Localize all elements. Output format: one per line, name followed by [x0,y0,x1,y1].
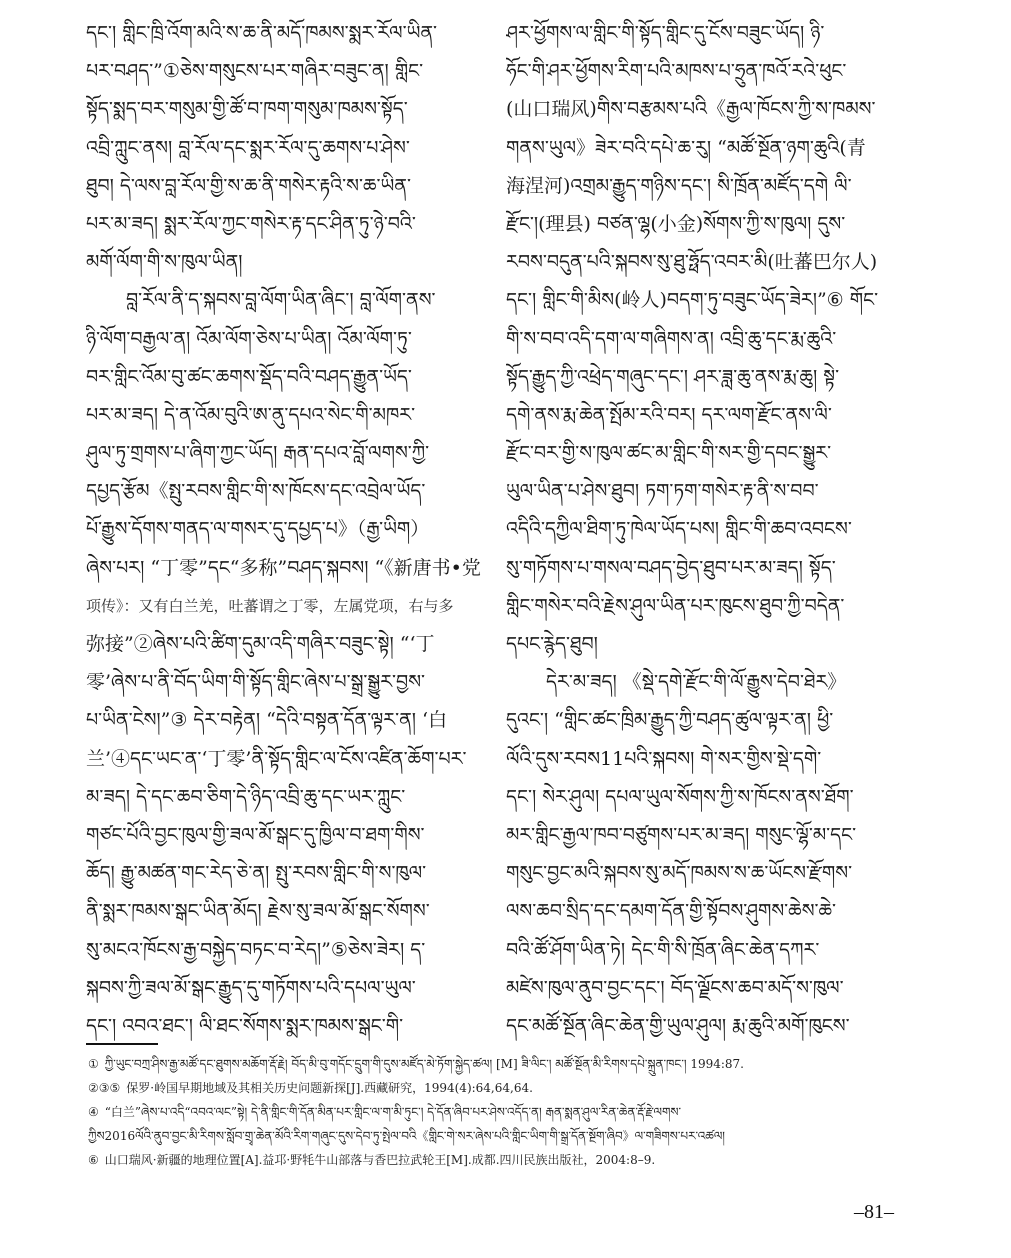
text-line: 零’ཞེས་པ་ནི་བོད་ཡིག་གི་སྟོད་གླིང་ཞེས་པ་སྒྲ་སྒྱུར་བྱས་ [86,671,426,694]
footnote-continuation [88,1124,928,1148]
footnote [88,1076,928,1100]
footnotes [88,1052,928,1172]
text-line: ཧོང་གི་ཤར་ཕྱོགས་རིག་པའི་མཁས་པ་ཧྲུན་ཁའོ་རའེ་ཕུང་ [506,60,847,83]
text-line: སྟོད་སྨད་བར་གསུམ་གྱི་ཚོ་བ་ཁག་གསུམ་ཁམས་སྟོད་ [86,98,408,121]
footnote-mark: ②③⑤ [88,1081,121,1095]
text-line: སྐབས་ཀྱི་ཟལ་མོ་སྒང་རྒྱུད་དུ་གཏོགས་པའི་དཔལ་ཡུལ་ [86,976,416,999]
text-line: ལས་ཆབ་སྲིད་དང་དམག་དོན་གྱི་སྟོབས་ཤུགས་ཆེས་ཆེ་ [506,900,837,923]
text-line: མཛེས་ཁུལ་ནུབ་བྱང་དང་། བོད་ལྗོངས་ཆབ་མདོ་ས་ཁུལ་ [506,976,844,999]
footnote-text: ཀྱིས2016ལོའི་ནུབ་བྱང་མི་རིགས་སློབ་གྲྭ་ཆེན་མོའི་རིག་གཞུང་དུས་དེབ་ཏུ་སྤེལ་བའི《གླིང་གེ་སར་ཞེས་པའི་གླིང་ཡིག་གི་སྒྲ་དོན་སྔོག་ཞིབ》ལ་གཟིགས་པར་འཚལ། [88,1129,725,1143]
text-line: གནས་ཡུལ》ཟེར་བའི་དཔེ་ཆ་རུ། “མཚོ་སྔོན་ཉག་ཆུའི(青 [506,136,866,159]
text-line: རྫོང་།(理县) བཙན་ལྷ(小金)སོགས་ཀྱི་ས་ཁུལ། དུས་ [506,212,846,235]
footnote-text: 保罗·岭国早期地域及其相关历史问题新探[J].西藏研究，1994(4):64,64,64. [126,1081,533,1095]
text-line: 海涅河)འགྲམ་རྒྱུད་གཉིས་དང་། སི་ཁྲོན་མཛོད་དགེ ལི་ [506,174,852,197]
text-line: དང་། གླིང་གི་མིས(岭人)བདག་ཏུ་བཟུང་ཡོད་ཟེར།”⑥ གོང་ [506,289,879,312]
text-line: པར་མ་ཟད། སྨར་རོལ་ཀྱང་གསེར་རྟ་དང་ཤིན་ཏུ་ཉེ་བའི་ [86,212,416,235]
text-line: དགེ་ནས་རྨ་ཆེན་སྤོམ་རའི་བར། དར་ལག་རྫོང་ནས་ལི་ [506,403,832,426]
text-line: དང་། གླིང་ཁྲི་འོག་མའི་ས་ཆ་ནི་མདོ་ཁམས་སྨར་རོལ་ཡིན་ [86,22,438,44]
right-column [506,14,898,1045]
text-line: མ་ཟད། དེ་དང་ཆབ་ཅིག་དེ་ཉིད་འབྲི་ཆུ་དང་ཡར་ཀླུང་ [86,785,406,808]
text-line: ལོའི་དུས་རབས11པའི་སྐབས། གེ་སར་གྱིས་སྡེ་དགེ་ [506,747,822,770]
footnote-text: “白兰”ཞེས་པ་འདི“འབའ་ལང”སྟེ། དེ་ནི་གླིང་གི་དོན་མིན་པར་གླིང་ལ་ག་མི་ཏུང་། དེ་དོན་ཞིབ་པར་ཤེས་འདོད་ན། རྒན་སྨན་ཤུལ་རིན་ཆེན་རྡོ་རྗེ་ལགས་ [104,1105,682,1119]
text-line: མར་གླིང་རྒྱལ་ཁབ་བཙུགས་པར་མ་ཟད། གསུང་ལྷོ་མ་དང་ [506,823,857,846]
text-line: ཡུལ་ཡིན་པ་ཤེས་ཐུབ། ཏག་ཏག་གསེར་རྟ་ནི་ས་བབ་ [506,480,819,503]
text-line: སུ་མངའ་ཁོངས་རྒྱ་བསྐྱེད་བཏང་བ་རེད།”⑤ཅེས་ཟེར། ད་ [86,938,426,961]
footnote [88,1100,928,1124]
text-line: རབས་བདུན་པའི་སྐབས་སུ་ཐུ་ཧྥོད་འབར་མི(吐蕃巴尔人) [506,251,878,274]
text-line: དང་། འབའ་ཐང་། ལི་ཐང་སོགས་སྨར་ཁམས་སྒང་གི་ [86,1014,404,1037]
text-line: ཤར་ཕྱོགས་ལ་གླིང་གི་སྟོད་གླིང་དུ་ངོས་བཟུང་ཡོད། ཉི་ [506,22,825,44]
footnote [88,1052,928,1076]
text-line: ཆོད། རྒྱུ་མཚན་གང་རེད་ཅེ་ན། སྤུ་རབས་གླིང་གི་ས་ཁུལ་ [86,862,427,885]
text-line: (山口瑞风)གིས་བརྩམས་པའི《རྒྱལ་ཁོངས་ཀྱི་ས་ཁམས་ [506,98,876,121]
chinese-text-line: 项传》：又有白兰羌，吐蕃谓之丁零，左属党项，右与多 [86,596,454,615]
footnote-divider [86,1043,158,1045]
text-line: དང་མཚོ་སྔོན་ཞིང་ཆེན་གྱི་ཡུལ་ཤུལ། རྨ་ཆུའི་མགོ་ཁུངས་ [506,1014,850,1037]
text-line: དཔང་རྙེད་ཐུབ། [506,633,598,655]
text-line: དུའང་། “གླིང་ཚང་ཁྲིམ་རྒྱུད་ཀྱི་བཤད་ཚུལ་ལྟར་ན། ཕྱི་ [506,709,834,732]
text-line: ཐུབ། དེ་ལས་བླ་རོལ་གྱི་ས་ཆ་ནི་གསེར་རྟའི་ས་ཆ་ཡིན་ [86,174,411,197]
left-column [86,14,491,1045]
text-line: སུ་གཏོགས་པ་གསལ་བཤད་བྱེད་ཐུབ་པར་མ་ཟད། སྟོད་ [506,556,836,579]
footnote-text: ཀྱི་ཡུང་བཀྲ་ཤིས་རྒྱ་མཚོ་དང་ཐུགས་མཆོག་རྡོ་རྗེ། བོད་མི་བུ་གདོང་དྲུག་གི་དུས་མཛོད་མེ་ཏོག་སྐྱེད་ཚལ། [M] ཟི་ལིང་། མཚོ་སྔོན་མི་རིགས་དཔེ་སྐྲུན་ཁང་། 1994:87. [104,1057,744,1071]
text-line: བའི་ཚོ་ཤོག་ཡིན་ཏེ། དེང་གི་སི་ཁྲོན་ཞིང་ཆེན་དཀར་ [506,938,820,961]
text-line: དང་། སེར་ཤུལ། དཔལ་ཡུལ་སོགས་ཀྱི་ས་ཁོངས་ནས་ཐོག་ [506,785,854,808]
text-line: པོ་རྒྱུས་དོགས་གནད་ལ་གསར་དུ་དཔྱད་པ》（རྒྱ་ཡིག） [86,518,430,541]
text-line: པར་བཤད་”①ཅེས་གསུངས་པར་གཞིར་བཟུང་ན། གླིང་ [86,60,424,83]
text-line: གསུང་བྱང་མའི་སྐབས་སུ་མདོ་ཁམས་ས་ཆ་ཡོངས་རྫོགས་ [506,862,853,885]
text-line: བར་གླིང་འོམ་བུ་ཚང་ཆགས་སྡོད་བའི་བཤད་རྒྱུན་ཡོད་ [86,365,412,388]
text-line: གླིང་གསེར་བའི་རྗེས་ཤུལ་ཡིན་པར་ཁུངས་ཐུབ་ཀྱི་བདེན་ [506,594,845,617]
text-line: དཔྱད་རྩོམ《སྤུ་རབས་གླིང་གི་ས་ཁོངས་དང་འབྲེལ་ཡོད་ [86,480,426,503]
text-line: པ་ཡིན་ངེས།”③ དེར་བརྟེན། “དེའི་བསྟན་དོན་ལྟར་ན། ‘白 [86,709,448,732]
text-line: གཙང་པོའི་བྱང་ཁུལ་གྱི་ཟལ་མོ་སྒང་དུ་ཁྱིལ་བ་ཐག་གིས་ [86,823,425,846]
text-line: འབྲི་ཀླུང་ནས། བླ་རོལ་དང་སྨར་རོལ་དུ་ཆགས་པ་ཤེས་ [86,136,410,159]
footnote [88,1148,928,1172]
footnote-mark: ① [88,1057,99,1071]
footnote-mark: ⑥ [88,1153,99,1167]
text-line: ཉི་ལོག་བརྒྱལ་ན། འོམ་ལོག་ཅེས་པ་ཡིན། འོམ་ལོག་ཏུ་ [86,327,412,350]
text-line: མགོ་ལོག་གི་ས་ཁུལ་ཡིན། [86,251,243,274]
paragraph-start-line: དེར་མ་ཟད། 《སྡེ་དགེ་རྫོང་གི་ལོ་རྒྱུས་དེབ་ཐེར》 [546,671,847,694]
text-line: 兰’④དང་ཡང་ན་‘丁零’ནི་སྟོད་གླིང་ལ་ངོས་འཛིན་ཆོག་པར་ [86,747,467,770]
text-line: ནི་སྨར་ཁམས་སྒང་ཡིན་མོད། རྗེས་སུ་ཟལ་མོ་སྒང་སོགས་ [86,900,430,923]
footnote-text: 山口瑞风·新疆的地理位置[A].益邛·野牦牛山部落与香巴拉武轮王[M].成都.四川民族出版社，2004:8–9. [104,1153,656,1167]
text-line: སྟོད་རྒྱུད་ཀྱི་འཕྲེད་གཞུང་དང་། ཤར་ཟླ་ཆུ་ནས་རྨ་ཆུ། སྟེ་ [506,365,840,388]
text-line: ཤུལ་ཏུ་གྲགས་པ་ཞིག་ཀྱང་ཡོད། རྒན་དཔའ་བློ་ལགས་ཀྱི་ [86,442,430,465]
text-line: པར་མ་ཟད། དེ་ན་འོམ་བུའི་ཨ་ནུ་དཔའ་སེང་གི་མཁར་ [86,403,416,426]
paragraph-start-line: བླ་རོལ་ནི་ད་སྐབས་བླ་ལོག་ཡིན་ཞིང་། བླ་ལོག་ནས་ [126,289,436,312]
text-line: 弥接”②ཞེས་པའི་ཚིག་དུམ་འདི་གཞིར་བཟུང་སྟེ། “‘丁 [86,633,435,655]
page-number: –81– [854,1201,894,1223]
text-line: འདིའི་དཀྱིལ་ཐིག་ཏུ་ཁེལ་ཡོད་པས། གླིང་གི་ཆབ་འབངས་ [506,518,852,541]
footnote-mark: ④ [88,1105,99,1119]
text-line: རྫོང་བར་གྱི་ས་ཁུལ་ཚང་མ་གླིང་གི་སར་གྱི་དབང་སྒྱུར་ [506,442,832,465]
text-line: ཞེས་པར། “丁零”དང“多称”བཤད་སྐབས། “《新唐书•党 [86,556,481,579]
text-line: གི་ས་བབ་འདི་དག་ལ་གཞིགས་ན། འབྲི་ཆུ་དང་རྨ་ཆུའི་ [506,327,837,350]
